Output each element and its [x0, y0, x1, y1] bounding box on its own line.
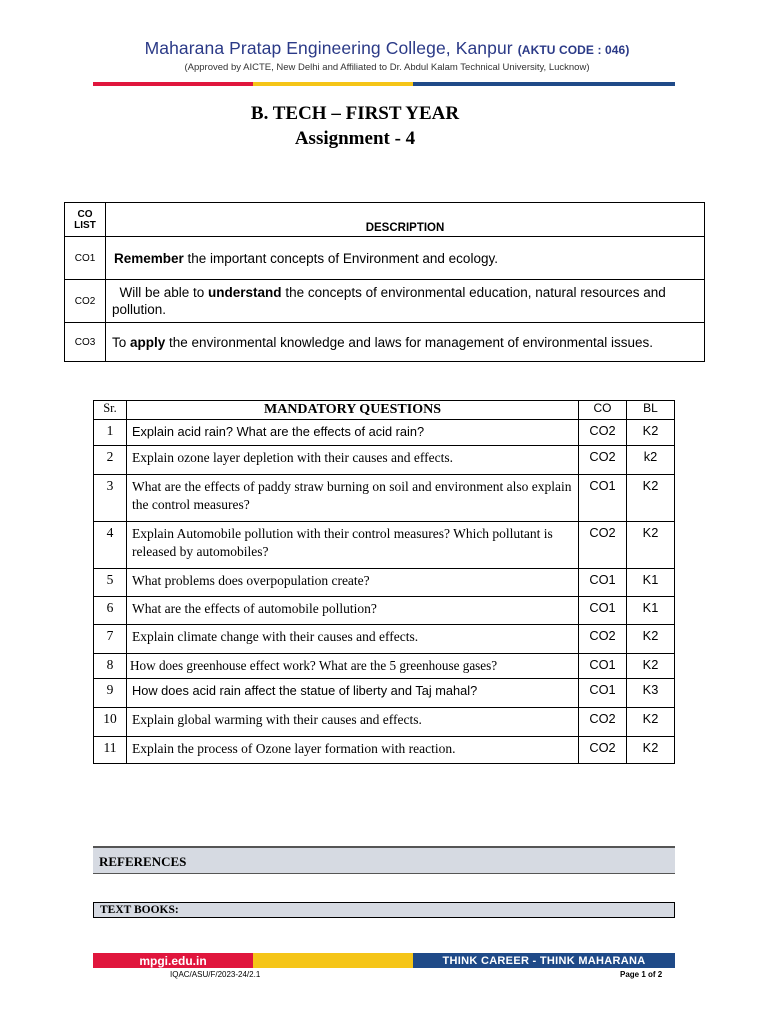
- page-number: Page 1 of 2: [620, 970, 663, 979]
- question-row: [94, 446, 675, 475]
- question-co: CO1: [579, 569, 627, 597]
- question-text: What are the effects of paddy straw burning on soil and environment also explain the control measures?: [127, 475, 579, 522]
- question-co: CO2: [579, 446, 627, 475]
- header-color-bar: [93, 82, 675, 86]
- question-co: CO2: [579, 522, 627, 569]
- question-number: 8: [94, 654, 127, 679]
- question-co: CO2: [579, 625, 627, 654]
- co-code: CO2: [65, 280, 106, 323]
- question-row: [94, 625, 675, 654]
- footer-bar: [93, 953, 675, 968]
- co-table: [64, 202, 705, 362]
- co-list-header-b: LIST: [74, 219, 96, 231]
- question-bl: K2: [627, 475, 675, 522]
- question-row: [94, 737, 675, 764]
- question-bl: K3: [627, 679, 675, 708]
- co-desc-post: the concepts of environmental education, natural resources and pollution.: [112, 285, 666, 317]
- co-table-header: [65, 203, 705, 237]
- question-bl: K2: [627, 737, 675, 764]
- question-text: Explain acid rain? What are the effects of acid rain?: [127, 420, 579, 446]
- question-bl: k2: [627, 446, 675, 475]
- question-number: 9: [94, 679, 127, 708]
- question-text: Explain global warming with their causes and effects.: [127, 708, 579, 737]
- question-bl: K2: [627, 654, 675, 679]
- college-subtitle: (Approved by AICTE, New Delhi and Affiliated to Dr. Abdul Kalam Technical University, Lucknow): [184, 62, 590, 73]
- questions-header-title: MANDATORY QUESTIONS: [127, 401, 579, 420]
- question-row: [94, 708, 675, 737]
- header-bar-yellow: [253, 82, 413, 86]
- co-code: CO3: [65, 323, 106, 362]
- co-desc-bold: understand: [208, 285, 282, 300]
- question-co: CO1: [579, 679, 627, 708]
- co-row: [65, 323, 705, 362]
- co-list-header-a: CO: [77, 208, 93, 220]
- question-co: CO1: [579, 475, 627, 522]
- bl-header: BL: [627, 401, 675, 420]
- question-text: What are the effects of automobile pollution?: [127, 597, 579, 625]
- co-desc-bold: apply: [130, 334, 166, 350]
- aktu-code: (AKTU CODE : 046): [517, 43, 630, 57]
- question-row: [94, 597, 675, 625]
- question-number: 1: [94, 420, 127, 446]
- question-bl: K2: [627, 708, 675, 737]
- assignment-title: Assignment - 4: [294, 128, 416, 149]
- question-number: 6: [94, 597, 127, 625]
- question-bl: K2: [627, 625, 675, 654]
- question-number: 7: [94, 625, 127, 654]
- co-description: [106, 323, 705, 362]
- question-row: [94, 654, 675, 679]
- question-number: 3: [94, 475, 127, 522]
- question-number: 10: [94, 708, 127, 737]
- questions-header: [94, 401, 675, 420]
- text-books-heading: TEXT BOOKS:: [93, 902, 675, 918]
- description-header: DESCRIPTION: [106, 203, 705, 237]
- co-desc-bold: Remember: [114, 250, 184, 266]
- question-bl: K2: [627, 420, 675, 446]
- questions-table: [93, 400, 675, 764]
- question-text: How does greenhouse effect work? What are the 5 greenhouse gases?: [127, 654, 579, 679]
- co-desc-pre: Will be able to: [112, 285, 209, 300]
- question-text: What problems does overpopulation create?: [127, 569, 579, 597]
- course-title: B. TECH – FIRST YEAR: [250, 103, 460, 124]
- question-row: [94, 569, 675, 597]
- question-text: Explain ozone layer depletion with their causes and effects.: [127, 446, 579, 475]
- question-number: 4: [94, 522, 127, 569]
- co-desc-pre: To: [112, 334, 131, 350]
- college-name-text: Maharana Pratap Engineering College, Kanpur: [144, 38, 513, 58]
- question-row: [94, 420, 675, 446]
- question-co: CO1: [579, 597, 627, 625]
- header-bar-red: [93, 82, 253, 86]
- college-name: [92, 38, 682, 59]
- co-row: [65, 237, 705, 280]
- question-row: [94, 522, 675, 569]
- co-description: [106, 237, 705, 280]
- footer-website: mpgi.edu.in: [93, 953, 253, 968]
- question-text: How does acid rain affect the statue of liberty and Taj mahal?: [127, 679, 579, 708]
- sr-header: Sr.: [94, 401, 127, 420]
- question-number: 2: [94, 446, 127, 475]
- co-row: [65, 280, 705, 323]
- question-text: Explain climate change with their causes and effects.: [127, 625, 579, 654]
- header-bar-blue: [413, 82, 675, 86]
- co-list-header: [65, 203, 106, 237]
- document-code: IQAC/ASU/F/2023-24/2.1: [170, 970, 261, 979]
- question-row: [94, 679, 675, 708]
- question-bl: K1: [627, 597, 675, 625]
- question-co: CO2: [579, 420, 627, 446]
- question-text: Explain the process of Ozone layer formation with reaction.: [127, 737, 579, 764]
- co-description: [106, 280, 705, 323]
- co-desc-post: the environmental knowledge and laws for management of environmental issues.: [165, 334, 654, 350]
- question-row: [94, 475, 675, 522]
- question-co: CO1: [579, 654, 627, 679]
- question-co: CO2: [579, 708, 627, 737]
- question-number: 11: [94, 737, 127, 764]
- footer-bar-yellow: [253, 953, 413, 968]
- co-code: CO1: [65, 237, 106, 280]
- co-desc-post: the important concepts of Environment and ecology.: [183, 250, 498, 266]
- footer-tagline: THINK CAREER - THINK MAHARANA: [413, 953, 675, 968]
- question-number: 5: [94, 569, 127, 597]
- question-bl: K2: [627, 522, 675, 569]
- co-header: CO: [579, 401, 627, 420]
- question-bl: K1: [627, 569, 675, 597]
- references-heading: REFERENCES: [93, 846, 675, 874]
- question-text: Explain Automobile pollution with their control measures? Which pollutant is released by automobiles?: [127, 522, 579, 569]
- question-co: CO2: [579, 737, 627, 764]
